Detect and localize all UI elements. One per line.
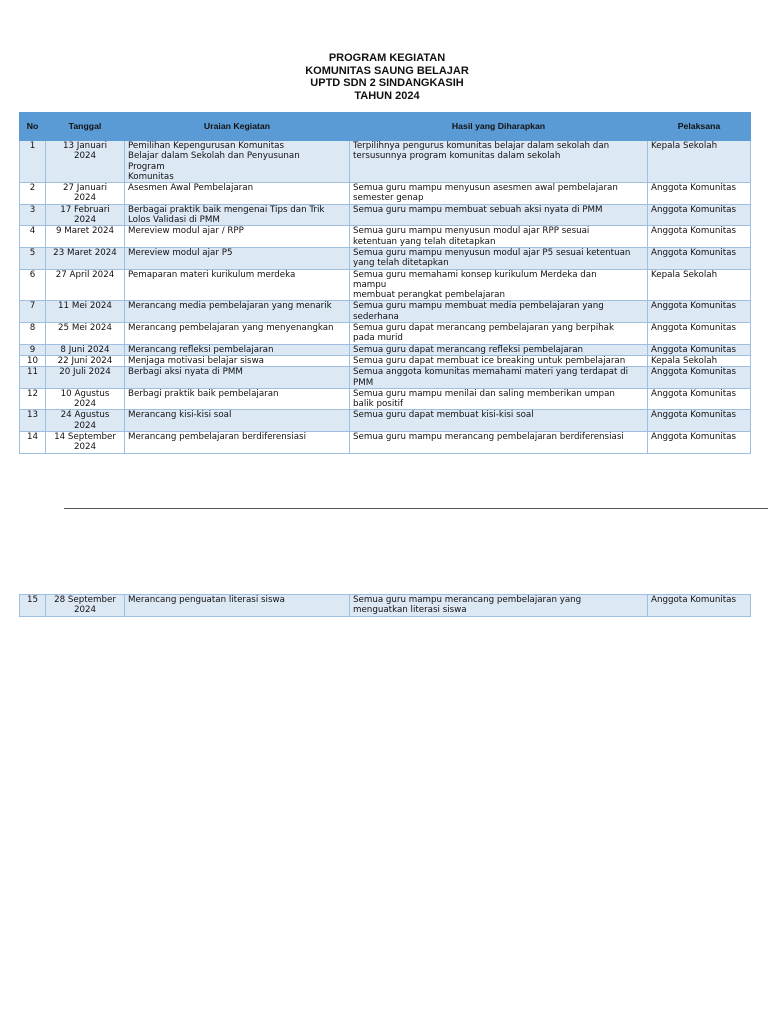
cell-no: 6 — [20, 269, 46, 301]
cell-hasil: Semua guru mampu menyusun modul ajar P5 sesuai ketentuan yang telah ditetapkan — [350, 247, 648, 269]
cell-tanggal: 10 Agustus 2024 — [46, 388, 125, 410]
cell-uraian: Pemilihan Kepengurusan Komunitas Belajar dalam Sekolah dan Penyusunan Program Komunitas — [125, 141, 350, 183]
title-line-2: KOMUNITAS SAUNG BELAJAR — [305, 64, 469, 77]
table-body-continued — [20, 595, 751, 617]
cell-no: 13 — [20, 410, 46, 432]
table-row — [20, 323, 751, 345]
activity-table — [19, 112, 751, 454]
cell-hasil: Semua guru dapat membuat ice breaking untuk pembelajaran — [350, 355, 648, 366]
cell-no: 3 — [20, 204, 46, 226]
table-row — [20, 226, 751, 248]
cell-hasil: Semua anggota komunitas memahami materi yang terdapat di PMM — [350, 367, 648, 389]
cell-pelaksana: Anggota Komunitas — [648, 410, 751, 432]
table-row — [20, 183, 751, 205]
cell-uraian: Berbagi praktik baik pembelajaran — [125, 388, 350, 410]
cell-tanggal: 27 Januari 2024 — [46, 183, 125, 205]
cell-no: 11 — [20, 367, 46, 389]
document-title — [0, 52, 768, 102]
cell-no: 7 — [20, 301, 46, 323]
cell-hasil: Semua guru dapat merancang pembelajaran yang berpihak pada murid — [350, 323, 648, 345]
cell-pelaksana: Anggota Komunitas — [648, 367, 751, 389]
cell-no: 8 — [20, 323, 46, 345]
cell-no: 5 — [20, 247, 46, 269]
cell-hasil: Semua guru memahami konsep kurikulum Merdeka dan mampu membuat perangkat pembelajaran — [350, 269, 648, 301]
cell-hasil: Semua guru dapat merancang refleksi pembelajaran — [350, 344, 648, 355]
cell-pelaksana: Kepala Sekolah — [648, 269, 751, 301]
cell-uraian: Merancang penguatan literasi siswa — [125, 595, 350, 617]
cell-no: 4 — [20, 226, 46, 248]
table-header-row — [20, 113, 751, 141]
table-body — [20, 141, 751, 454]
cell-no: 12 — [20, 388, 46, 410]
cell-tanggal: 9 Maret 2024 — [46, 226, 125, 248]
table-row — [20, 269, 751, 301]
table-row — [20, 388, 751, 410]
cell-uraian: Berbagai praktik baik mengenai Tips dan Trik Lolos Validasi di PMM — [125, 204, 350, 226]
cell-tanggal: 8 Juni 2024 — [46, 344, 125, 355]
header-uraian: Uraian Kegiatan — [125, 113, 350, 141]
header-pelaksana: Pelaksana — [648, 113, 751, 141]
cell-no: 14 — [20, 432, 46, 454]
cell-hasil: Semua guru mampu membuat sebuah aksi nyata di PMM — [350, 204, 648, 226]
cell-uraian: Merancang kisi-kisi soal — [125, 410, 350, 432]
cell-hasil: Semua guru dapat membuat kisi-kisi soal — [350, 410, 648, 432]
activity-table-continued — [19, 594, 751, 617]
cell-tanggal: 25 Mei 2024 — [46, 323, 125, 345]
table-row — [20, 204, 751, 226]
cell-pelaksana: Anggota Komunitas — [648, 204, 751, 226]
table-row — [20, 367, 751, 389]
cell-uraian: Mereview modul ajar P5 — [125, 247, 350, 269]
header-hasil: Hasil yang Diharapkan — [350, 113, 648, 141]
cell-hasil: Semua guru mampu menyusun asesmen awal pembelajaran semester genap — [350, 183, 648, 205]
cell-pelaksana: Anggota Komunitas — [648, 247, 751, 269]
title-line-1: PROGRAM KEGIATAN — [328, 52, 446, 64]
cell-no: 15 — [20, 595, 46, 617]
cell-hasil: Semua guru mampu menilai dan saling memberikan umpan balik positif — [350, 388, 648, 410]
cell-no: 9 — [20, 344, 46, 355]
cell-hasil: Semua guru mampu merancang pembelajaran yang menguatkan literasi siswa — [350, 595, 648, 617]
cell-tanggal: 24 Agustus 2024 — [46, 410, 125, 432]
cell-pelaksana: Anggota Komunitas — [648, 344, 751, 355]
cell-tanggal: 23 Maret 2024 — [46, 247, 125, 269]
table-row — [20, 595, 751, 617]
cell-no: 2 — [20, 183, 46, 205]
title-line-3: UPTD SDN 2 SINDANGKASIH — [310, 77, 464, 89]
cell-pelaksana: Anggota Komunitas — [648, 301, 751, 323]
cell-tanggal: 14 September 2024 — [46, 432, 125, 454]
cell-pelaksana: Anggota Komunitas — [648, 432, 751, 454]
table-row — [20, 410, 751, 432]
cell-tanggal: 13 Januari 2024 — [46, 141, 125, 183]
cell-tanggal: 20 Juli 2024 — [46, 367, 125, 389]
cell-uraian: Merancang refleksi pembelajaran — [125, 344, 350, 355]
page-separator-line — [64, 508, 768, 509]
table-row — [20, 247, 751, 269]
cell-uraian: Merancang media pembelajaran yang menarik — [125, 301, 350, 323]
title-line-4: TAHUN 2024 — [354, 89, 420, 102]
cell-hasil: Semua guru mampu membuat media pembelajaran yang sederhana — [350, 301, 648, 323]
table-row — [20, 141, 751, 183]
cell-tanggal: 17 Februari 2024 — [46, 204, 125, 226]
cell-tanggal: 11 Mei 2024 — [46, 301, 125, 323]
cell-pelaksana: Kepala Sekolah — [648, 355, 751, 366]
cell-pelaksana: Anggota Komunitas — [648, 323, 751, 345]
cell-uraian: Merancang pembelajaran yang menyenangkan — [125, 323, 350, 345]
cell-tanggal: 22 Juni 2024 — [46, 355, 125, 366]
cell-uraian: Berbagi aksi nyata di PMM — [125, 367, 350, 389]
cell-uraian: Asesmen Awal Pembelajaran — [125, 183, 350, 205]
cell-pelaksana: Anggota Komunitas — [648, 226, 751, 248]
cell-uraian: Menjaga motivasi belajar siswa — [125, 355, 350, 366]
cell-tanggal: 27 April 2024 — [46, 269, 125, 301]
cell-pelaksana: Anggota Komunitas — [648, 595, 751, 617]
cell-uraian: Merancang pembelajaran berdiferensiasi — [125, 432, 350, 454]
table-row — [20, 344, 751, 355]
cell-pelaksana: Kepala Sekolah — [648, 141, 751, 183]
header-tanggal: Tanggal — [46, 113, 125, 141]
table-row — [20, 355, 751, 366]
cell-no: 10 — [20, 355, 46, 366]
cell-uraian: Mereview modul ajar / RPP — [125, 226, 350, 248]
cell-pelaksana: Anggota Komunitas — [648, 183, 751, 205]
cell-hasil: Semua guru mampu merancang pembelajaran berdiferensiasi — [350, 432, 648, 454]
header-no: No — [20, 113, 46, 141]
table-row — [20, 432, 751, 454]
cell-uraian: Pemaparan materi kurikulum merdeka — [125, 269, 350, 301]
cell-pelaksana: Anggota Komunitas — [648, 388, 751, 410]
cell-hasil: Semua guru mampu menyusun modul ajar RPP sesuai ketentuan yang telah ditetapkan — [350, 226, 648, 248]
table-row — [20, 301, 751, 323]
cell-tanggal: 28 September 2024 — [46, 595, 125, 617]
cell-hasil: Terpilihnya pengurus komunitas belajar dalam sekolah dan tersusunnya program komunitas dalam sekolah — [350, 141, 648, 183]
cell-no: 1 — [20, 141, 46, 183]
